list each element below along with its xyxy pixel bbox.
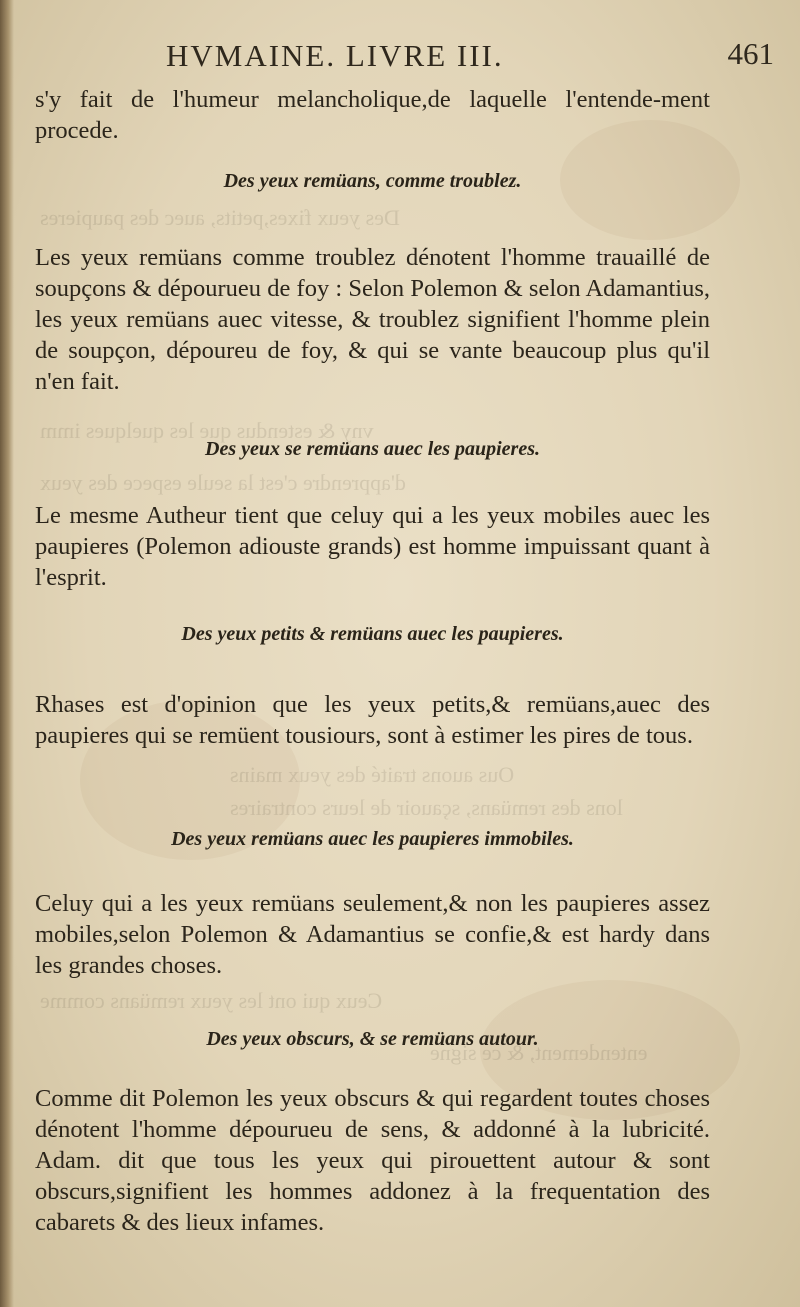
bleed-through-texture: Ous auons traité des yeux mains bbox=[230, 762, 515, 787]
section-heading: Des yeux petits & remüans auec les paupieres. bbox=[181, 623, 564, 645]
bleed-through-texture: Ceux qui ont les yeux remüans comme bbox=[40, 988, 383, 1013]
paragraph: s'y fait de l'humeur melancholique,de laquelle l'entende-ment procede. bbox=[35, 86, 710, 144]
section-heading: Des yeux se remüans auec les paupieres. bbox=[205, 438, 540, 460]
running-title: HVMAINE. LIVRE III. bbox=[166, 38, 504, 73]
bleed-through-texture: Des yeux fixes,petits, auec des paupieres bbox=[40, 205, 400, 230]
paragraph: Les yeux remüans comme troublez dénotent l'homme trauaillé de soupçons & dépourueu de foy : Selon Polemon & selon Adamantius, les yeux remüans auec vitesse, & troublez signifient l'homme plein de soupçon, dépoureu de foy, & qui se vante beaucoup plus qu'il n'en fait. bbox=[35, 244, 710, 395]
section-heading: Des yeux remüans auec les paupieres immobiles. bbox=[171, 828, 574, 850]
book-binding bbox=[0, 0, 14, 1307]
bleed-through-texture: lons des remüans, sçauoir de leurs contraires bbox=[230, 795, 623, 820]
section-heading: Des yeux obscurs, & se remüans autour. bbox=[206, 1028, 539, 1050]
text-section bbox=[35, 84, 710, 146]
paragraph: Comme dit Polemon les yeux obscurs & qui regardent toutes choses dénotent l'homme dépourueu de sens, & addonné à la lubricité. Adam. dit que tous les yeux qui pirouettent autour & sont obscurs,signifient les hommes addonez à la frequentation des cabarets & des lieux infames. bbox=[35, 1085, 710, 1236]
running-head bbox=[160, 38, 780, 78]
bleed-through-texture: vny & estendus que les quelques imm bbox=[40, 418, 374, 443]
paragraph: Le mesme Autheur tient que celuy qui a les yeux mobiles auec les paupieres (Polemon adiouste grands) est homme impuissant quant à l'esprit. bbox=[35, 502, 710, 591]
paragraph: Celuy qui a les yeux remüans seulement,& non les paupieres assez mobiles,selon Polemon & Adamantius se confie,& est hardy dans les grandes choses. bbox=[35, 890, 710, 979]
paragraph: Rhases est d'opinion que les yeux petits,& remüans,auec des paupieres qui se remüent tousiours, sont à estimer les pires de tous. bbox=[35, 691, 710, 749]
section-heading: Des yeux remüans, comme troublez. bbox=[223, 170, 522, 192]
bleed-through-texture: entendement, & ce signe bbox=[430, 1040, 648, 1065]
page-number: 461 bbox=[727, 36, 774, 71]
bleed-through-texture: d'apprendre c'est la seule espece des yeux bbox=[40, 470, 406, 495]
